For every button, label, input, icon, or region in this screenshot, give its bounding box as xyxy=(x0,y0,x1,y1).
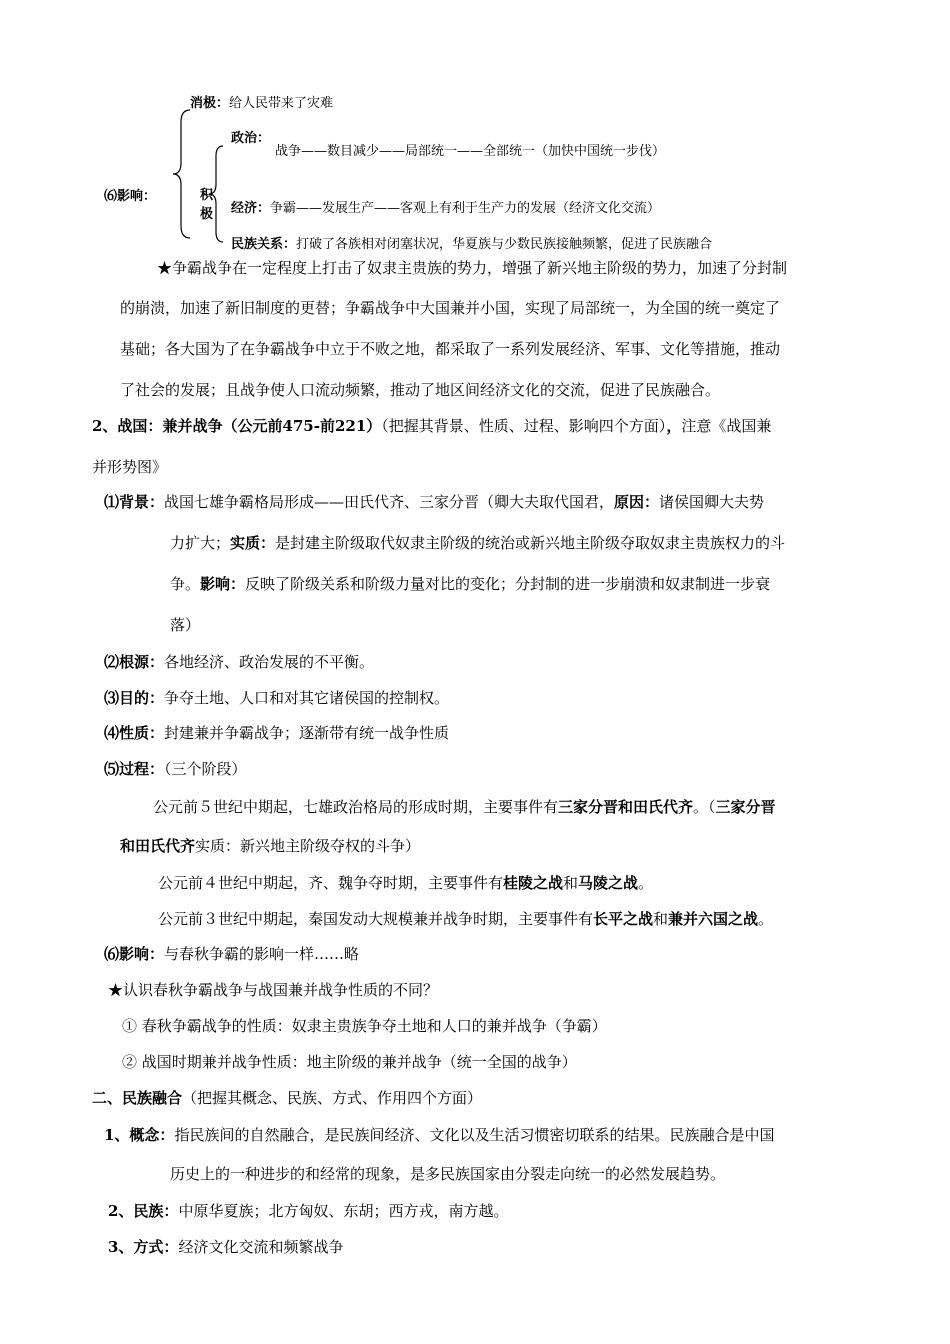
stage-3: 公元前３世纪中期起，秦国发动大规模兼并战争时期，主要事件有长平之战和兼并六国之战。 xyxy=(158,910,774,928)
negative-row xyxy=(190,92,333,111)
politics-label: 政治： xyxy=(231,131,271,146)
inner-brace-icon xyxy=(208,144,226,244)
negative-label: 消极： xyxy=(190,96,230,111)
ethnic-row: 民族关系：打破了各族相对闭塞状况，华夏族与少数民族接触频繁，促进了民族融合 xyxy=(231,237,713,252)
fusion-heading: 二、民族融合（把握其概念、民族、方式、作用四个方面） xyxy=(92,1089,483,1107)
negative-text: 给人民带来了灾难 xyxy=(229,96,334,111)
stage-1-line-1: 公元前５世纪中期起，七雄政治格局的形成时期，主要事件有三家分晋和田氏代齐。（三家分晋 xyxy=(153,798,776,816)
background-line-1: ⑴背景：战国七雄争霸格局形成——田氏代齐、三家分晋（卿大夫取代国君，原因：诸侯国卿大夫势 xyxy=(104,493,765,511)
comparison-item-1: ① 春秋争霸战争的性质：奴隶主贵族争夺土地和人口的兼并战争（争霸） xyxy=(122,1017,607,1035)
politics-text: 战争——数目减少——局部统一——全部统一（加快中国统一步伐） xyxy=(275,144,666,159)
nations-row: 2、民族：中原华夏族；北方匈奴、东胡；西方戎，南方越。 xyxy=(108,1202,509,1220)
method-row: 3、方式：经济文化交流和频繁战争 xyxy=(108,1238,344,1256)
comparison-item-2: ② 战国时期兼并战争性质：地主阶级的兼并战争（统一全国的战争） xyxy=(122,1053,577,1071)
nature-row: ⑷性质：封建兼并争霸战争；逐渐带有统一战争性质 xyxy=(104,724,450,742)
influence-row: ⑹影响：与春秋争霸的影响一样……略 xyxy=(104,945,360,963)
background-line-2: 力扩大；实质：是封建主阶级取代奴隶主阶级的统治或新兴地主阶级夺取奴隶主贵族权力的斗 xyxy=(170,534,786,552)
section2-heading-line2: 并形势图》 xyxy=(92,458,168,476)
purpose-row: ⑶目的：争夺土地、人口和对其它诸侯国的控制权。 xyxy=(104,689,450,707)
star-line-3: 基础；各大国为了在争霸战争中立于不败之地，都采取了一系列发展经济、军事、文化等措施，推动 xyxy=(120,340,781,358)
background-line-3: 争。影响：反映了阶级关系和阶级力量对比的变化；分封制的进一步崩溃和奴隶制进一步衰 xyxy=(170,575,771,593)
star-line-1: ★争霸战争在一定程度上打击了奴隶主贵族的势力，增强了新兴地主阶级的势力，加速了分封制 xyxy=(157,259,788,277)
star-line-2: 的崩溃，加速了新旧制度的更替；争霸战争中大国兼并小国，实现了局部统一，为全国的统一奠定了 xyxy=(120,299,781,317)
star-question: ★认识春秋争霸战争与战国兼并战争性质的不同？ xyxy=(108,981,439,999)
root-row: ⑵根源：各地经济、政治发展的不平衡。 xyxy=(104,653,375,671)
section2-heading: 2、战国：兼并战争（公元前475-前221）（把握其背景、性质、过程、影响四个方面），注意《战国兼 xyxy=(92,417,772,435)
stage-2: 公元前４世纪中期起，齐、魏争夺时期，主要事件有桂陵之战和马陵之战。 xyxy=(158,874,654,892)
process-row: ⑸过程：（三个阶段） xyxy=(104,760,247,778)
outer-brace-icon xyxy=(172,108,194,240)
star-line-4: 了社会的发展；且战争使人口流动频繁，推动了地区间经济文化的交流，促进了民族融合。 xyxy=(120,381,721,399)
positive-label: 积极 xyxy=(200,188,214,222)
stage-1-line-2: 和田氏代齐实质：新兴地主阶级夺权的斗争） xyxy=(120,837,421,855)
concept-line-1: 1、概念：指民族间的自然融合，是民族间经济、文化以及生活习惯密切联系的结果。民族融合是中国 xyxy=(104,1126,775,1144)
economy-row: 经济：争霸——发展生产——客观上有利于生产力的发展（经济文化交流） xyxy=(231,201,661,216)
influence-label: ⑹影响： xyxy=(104,189,157,204)
concept-line-2: 历史上的一种进步的和经常的现象，是多民族国家由分裂走向统一的必然发展趋势。 xyxy=(170,1165,726,1183)
background-line-4: 落） xyxy=(170,616,201,634)
